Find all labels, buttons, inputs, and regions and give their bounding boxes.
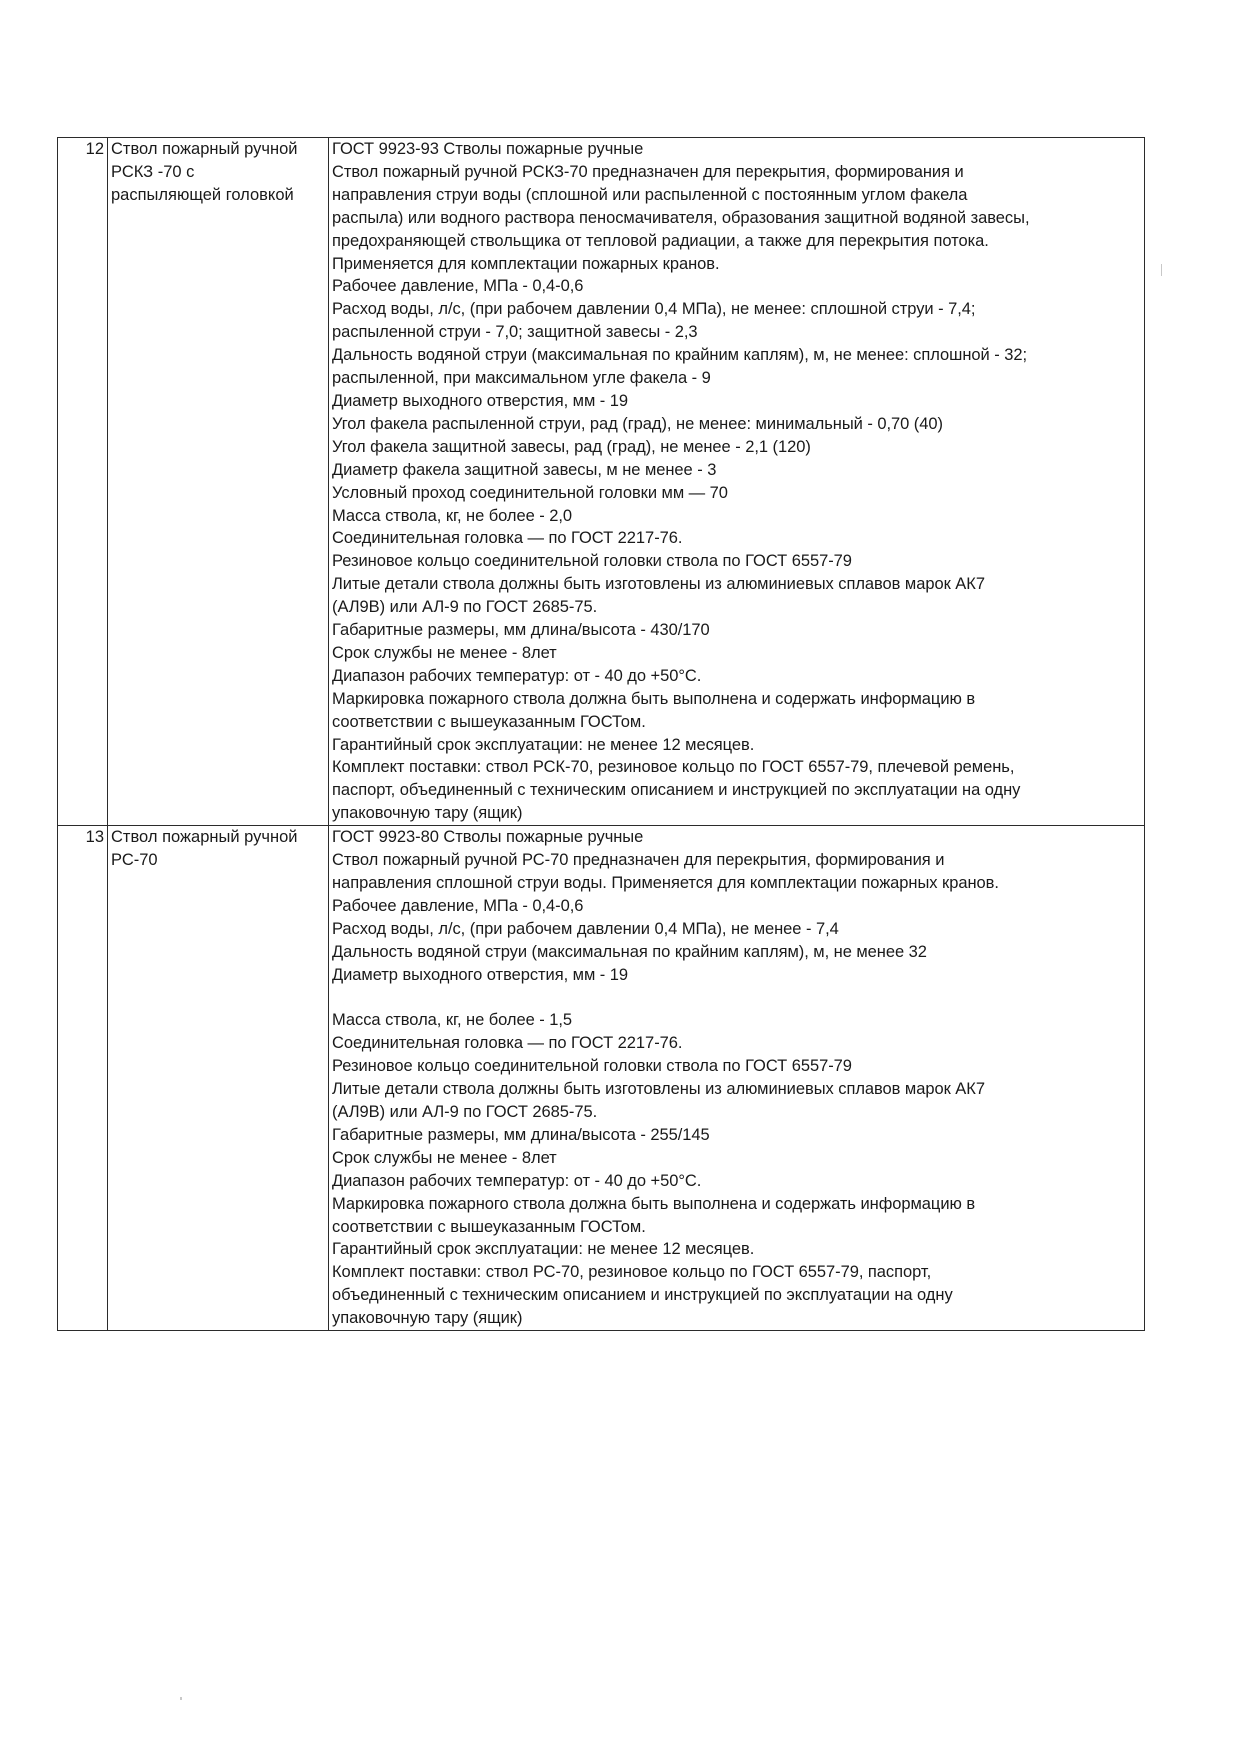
description-line: Соединительная головка — по ГОСТ 2217-76. <box>332 1034 683 1053</box>
description-line: паспорт, объединенный с техническим описанием и инструкцией по эксплуатации на одну <box>332 781 1021 800</box>
description-line: Расход воды, л/с, (при рабочем давлении 0,4 МПа), не менее - 7,4 <box>332 919 839 938</box>
description-line: Расход воды, л/с, (при рабочем давлении 0,4 МПа), не менее: сплошной струи - 7,4; <box>332 300 976 319</box>
description-line: Резиновое кольцо соединительной головки ствола по ГОСТ 6557-79 <box>332 552 852 571</box>
description-line: Условный проход соединительной головки мм — 70 <box>332 483 728 502</box>
description-line: Диаметр выходного отверстия, мм - 19 <box>332 965 629 984</box>
table-row <box>58 138 1145 826</box>
description-line: Масса ствола, кг, не более - 2,0 <box>332 506 573 525</box>
description-line: Литые детали ствола должны быть изготовлены из алюминиевых сплавов марок АК7 <box>332 1080 985 1099</box>
description-line: соответствии с вышеуказанным ГОСТом. <box>332 1217 646 1236</box>
row-number-cell <box>58 138 108 826</box>
description-line: упаковочную тару (ящик) <box>332 1309 523 1328</box>
description-line: Дальность водяной струи (максимальная по крайним каплям), м, не менее 32 <box>332 942 927 961</box>
description-line: Угол факела распыленной струи, рад (град), не менее: минимальный - 0,70 (40) <box>332 414 943 433</box>
product-name-line: Ствол пожарный ручной <box>111 140 298 158</box>
row-number: 13 <box>85 828 104 847</box>
description-line: упаковочную тару (ящик) <box>332 804 523 823</box>
product-name-line: Ствол пожарный ручной <box>111 828 298 847</box>
description-line: направления струи воды (сплошной или распыленной с постоянным углом факела <box>332 185 968 204</box>
description-line: объединенный с техническим описанием и инструкцией по эксплуатации на одну <box>332 1286 953 1305</box>
description-line: Комплект поставки: ствол РС-70, резиновое кольцо по ГОСТ 6557-79, паспорт, <box>332 1263 932 1282</box>
description-line: ГОСТ 9923-80 Стволы пожарные ручные <box>332 828 644 847</box>
description-line: направления сплошной струи воды. Применяется для комплектации пожарных кранов. <box>332 874 999 892</box>
description-line: Литые детали ствола должны быть изготовлены из алюминиевых сплавов марок АК7 <box>332 575 985 594</box>
description-line: Маркировка пожарного ствола должна быть выполнена и содержать информацию в <box>332 689 976 708</box>
description-line: Дальность водяной струи (максимальная по крайним каплям), м, не менее: сплошной - 32; <box>332 346 1027 365</box>
description-line: (АЛ9В) или АЛ-9 по ГОСТ 2685-75. <box>332 1103 598 1122</box>
product-name-cell <box>108 138 329 826</box>
description-line: Диапазон рабочих температур: от - 40 до +50°С. <box>332 666 702 685</box>
product-name-line: РС-70 <box>111 851 158 870</box>
description-line: Гарантийный срок эксплуатации: не менее 12 месяцев. <box>332 1240 755 1259</box>
description-line: Рабочее давление, МПа - 0,4-0,6 <box>332 896 584 915</box>
description-line: (АЛ9В) или АЛ-9 по ГОСТ 2685-75. <box>332 598 598 617</box>
description-line: распыленной струи - 7,0; защитной завесы - 2,3 <box>332 323 698 342</box>
description-line: распыла) или водного раствора пеносмачивателя, образования защитной водяной завесы, <box>332 208 1030 227</box>
description-line: Рабочее давление, МПа - 0,4-0,6 <box>332 277 584 296</box>
description-blank-line <box>332 987 1141 1010</box>
description-line: Резиновое кольцо соединительной головки ствола по ГОСТ 6557-79 <box>332 1057 852 1076</box>
description-line: Срок службы не менее - 8лет <box>332 1148 557 1167</box>
description-line: Масса ствола, кг, не более - 1,5 <box>332 1011 573 1030</box>
scan-artifact <box>1161 264 1162 276</box>
description-line: Срок службы не менее - 8лет <box>332 643 557 662</box>
description-line: ГОСТ 9923-93 Стволы пожарные ручные <box>332 140 644 158</box>
description-line: Габаритные размеры, мм длина/высота - 255/145 <box>332 1125 710 1144</box>
description-line: Диаметр факела защитной завесы, м не менее - 3 <box>332 460 717 479</box>
description-line: Ствол пожарный ручной РСКЗ-70 предназначен для перекрытия, формирования и <box>332 162 964 181</box>
product-name-cell <box>108 826 329 1331</box>
specification-table <box>57 137 1145 1331</box>
description-line: Комплект поставки: ствол РСК-70, резиновое кольцо по ГОСТ 6557-79, плечевой ремень, <box>332 758 1015 777</box>
description-line: Гарантийный срок эксплуатации: не менее 12 месяцев. <box>332 735 755 754</box>
description-line: Применяется для комплектации пожарных кранов. <box>332 254 720 273</box>
product-name-line: распыляющей головкой <box>111 185 294 204</box>
scan-artifact <box>180 1697 182 1700</box>
description-line: Диапазон рабочих температур: от - 40 до +50°С. <box>332 1171 702 1190</box>
product-name-line: РСКЗ -70 с <box>111 162 195 181</box>
table-row <box>58 826 1145 1331</box>
product-description-cell <box>329 826 1145 1331</box>
description-line: соответствии с вышеуказанным ГОСТом. <box>332 712 646 731</box>
product-description-cell <box>329 138 1145 826</box>
description-line: Диаметр выходного отверстия, мм - 19 <box>332 391 629 410</box>
description-line: Габаритные размеры, мм длина/высота - 430/170 <box>332 621 710 640</box>
description-line: Ствол пожарный ручной РС-70 предназначен для перекрытия, формирования и <box>332 851 945 870</box>
description-line: Соединительная головка — по ГОСТ 2217-76. <box>332 529 683 548</box>
description-line: распыленной, при максимальном угле факела - 9 <box>332 369 711 388</box>
description-line: Маркировка пожарного ствола должна быть выполнена и содержать информацию в <box>332 1194 976 1213</box>
description-line: предохраняющей ствольщика от тепловой радиации, а также для перекрытия потока. <box>332 231 989 250</box>
description-line: Угол факела защитной завесы, рад (град), не менее - 2,1 (120) <box>332 437 811 456</box>
row-number: 12 <box>85 140 104 158</box>
row-number-cell <box>58 826 108 1331</box>
